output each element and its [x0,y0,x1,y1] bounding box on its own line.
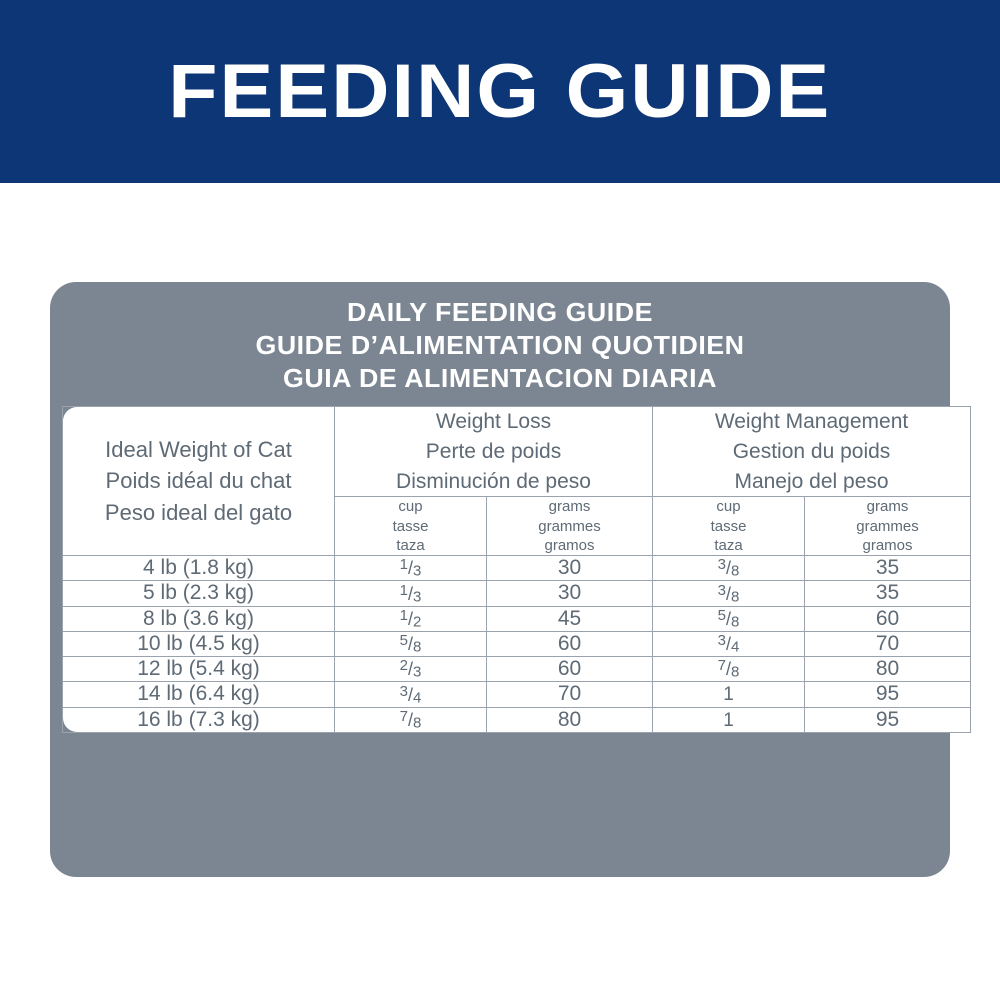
header-unit-loss-cup [335,497,487,556]
cell-loss-cup-numerator: 1 [399,606,408,624]
cell-loss-grams: 30 [487,556,653,581]
header-unit-mgmt-grams-es: gramos [862,536,913,554]
card-heading-line-en: DAILY FEEDING GUIDE [347,297,653,327]
header-unit-mgmt-cup-es: taza [714,536,743,554]
header-unit-loss-cup-fr: tasse [392,517,429,535]
cell-loss-cup: $^3$/4 [335,682,487,707]
cell-mgmt-cup-denominator: 8 [731,613,740,631]
header-ideal-weight-en: Ideal Weight of Cat [105,437,292,463]
cell-mgmt-cup: $^5$/8 [653,606,805,631]
cell-mgmt-cup: $^7$/8 [653,657,805,682]
cell-weight: 4 lb (1.8 kg) [63,556,335,581]
cell-loss-cup-numerator: 2 [399,657,408,674]
header-group-weight-loss-es: Disminución de peso [396,469,591,493]
header-ideal-weight-es: Peso ideal del gato [104,499,293,525]
cell-mgmt-cup: $^3$/8 [653,556,805,581]
cell-loss-cup: $^2$/3 [335,657,487,682]
header-unit-mgmt-grams-en: grams [866,498,909,516]
header-unit-mgmt-grams [805,497,971,556]
cell-mgmt-cup: $^3$/4 [653,631,805,656]
cell-mgmt-cup-whole: 1 [723,709,734,731]
cell-loss-grams: 70 [487,682,653,707]
header-unit-mgmt-grams-fr: grammes [856,517,919,535]
table-row [63,606,971,631]
table-row [63,631,971,656]
cell-loss-cup-numerator: 1 [399,556,408,573]
cell-loss-cup: $^5$/8 [335,631,487,656]
table-row [63,581,971,606]
card-heading-line-es: GUIA DE ALIMENTACION DIARIA [283,363,717,394]
cell-weight: 12 lb (5.4 kg) [63,657,335,682]
header-unit-loss-grams-es: gramos [544,536,595,554]
table-header-row-groups [63,407,971,497]
cell-mgmt-cup-numerator: 5 [717,606,726,624]
header-group-weight-loss-en: Weight Loss [435,410,552,433]
cell-mgmt-cup-denominator: 8 [731,663,740,681]
cell-mgmt-cup [653,707,805,732]
header-group-weight-management-en: Weight Management [714,410,909,433]
cell-mgmt-cup-whole: 1 [723,684,734,706]
cell-weight: 10 lb (4.5 kg) [63,631,335,656]
feeding-guide-banner [0,0,1000,183]
cell-mgmt-grams: 35 [805,581,971,606]
feeding-table [62,406,971,733]
cell-loss-cup-numerator: 7 [399,707,408,725]
cell-loss-cup-denominator: 8 [413,714,422,732]
cell-weight: 14 lb (6.4 kg) [63,682,335,707]
cell-mgmt-cup-numerator: 7 [717,657,726,674]
cell-loss-cup-denominator: 8 [413,638,422,656]
page-title: FEEDING GUIDE [168,48,832,134]
table-row [63,682,971,707]
cell-loss-cup: $^1$/3 [335,556,487,581]
cell-mgmt-grams: 70 [805,631,971,656]
header-unit-mgmt-cup-en: cup [716,498,741,516]
cell-mgmt-cup-denominator: 4 [731,638,740,656]
daily-feeding-guide-card [50,282,950,877]
table-row [63,707,971,732]
cell-loss-grams: 30 [487,581,653,606]
cell-weight: 8 lb (3.6 kg) [63,606,335,631]
cell-loss-cup-denominator: 2 [413,613,422,631]
cell-mgmt-grams: 95 [805,707,971,732]
cell-loss-cup-denominator: 3 [413,663,422,681]
cell-mgmt-cup: $^3$/8 [653,581,805,606]
cell-loss-grams: 45 [487,606,653,631]
card-heading [50,282,950,395]
cell-mgmt-grams: 95 [805,682,971,707]
header-group-weight-loss [335,407,653,497]
cell-mgmt-grams: 35 [805,556,971,581]
cell-loss-cup-denominator: 4 [413,689,422,706]
table-row [63,657,971,682]
card-heading-line-fr: GUIDE D’ALIMENTATION QUOTIDIEN [255,330,745,361]
cell-loss-cup-numerator: 5 [399,631,408,649]
header-group-weight-management [653,407,971,497]
table-row [63,556,971,581]
header-unit-loss-cup-es: taza [396,536,425,554]
cell-mgmt-cup [653,682,805,707]
cell-mgmt-cup-denominator: 8 [731,588,740,605]
cell-mgmt-cup-numerator: 3 [717,631,726,649]
header-unit-loss-grams-en: grams [548,498,591,516]
header-ideal-weight-fr: Poids idéal du chat [105,468,292,494]
header-group-weight-management-es: Manejo del peso [734,469,889,493]
header-unit-loss-grams-fr: grammes [538,517,601,535]
cell-loss-cup: $^7$/8 [335,707,487,732]
header-ideal-weight [63,407,335,556]
cell-mgmt-grams: 80 [805,657,971,682]
header-unit-mgmt-cup-fr: tasse [710,517,747,535]
cell-loss-grams: 60 [487,657,653,682]
cell-loss-cup-denominator: 3 [413,562,422,580]
cell-loss-grams: 60 [487,631,653,656]
cell-loss-cup-numerator: 1 [399,581,408,599]
cell-loss-cup: $^1$/3 [335,581,487,606]
header-unit-loss-grams [487,497,653,556]
cell-weight: 16 lb (7.3 kg) [63,707,335,732]
cell-mgmt-grams: 60 [805,606,971,631]
header-group-weight-management-fr: Gestion du poids [732,439,891,463]
cell-loss-cup-denominator: 3 [413,588,422,605]
cell-mgmt-cup-numerator: 3 [717,556,726,573]
cell-mgmt-cup-numerator: 3 [717,581,726,599]
cell-loss-cup: $^1$/2 [335,606,487,631]
cell-loss-cup-numerator: 3 [399,682,408,700]
cell-loss-grams: 80 [487,707,653,732]
cell-mgmt-cup-denominator: 8 [731,562,740,580]
cell-weight: 5 lb (2.3 kg) [63,581,335,606]
header-unit-mgmt-cup [653,497,805,556]
header-unit-loss-cup-en: cup [398,498,423,516]
header-group-weight-loss-fr: Perte de poids [425,439,562,463]
